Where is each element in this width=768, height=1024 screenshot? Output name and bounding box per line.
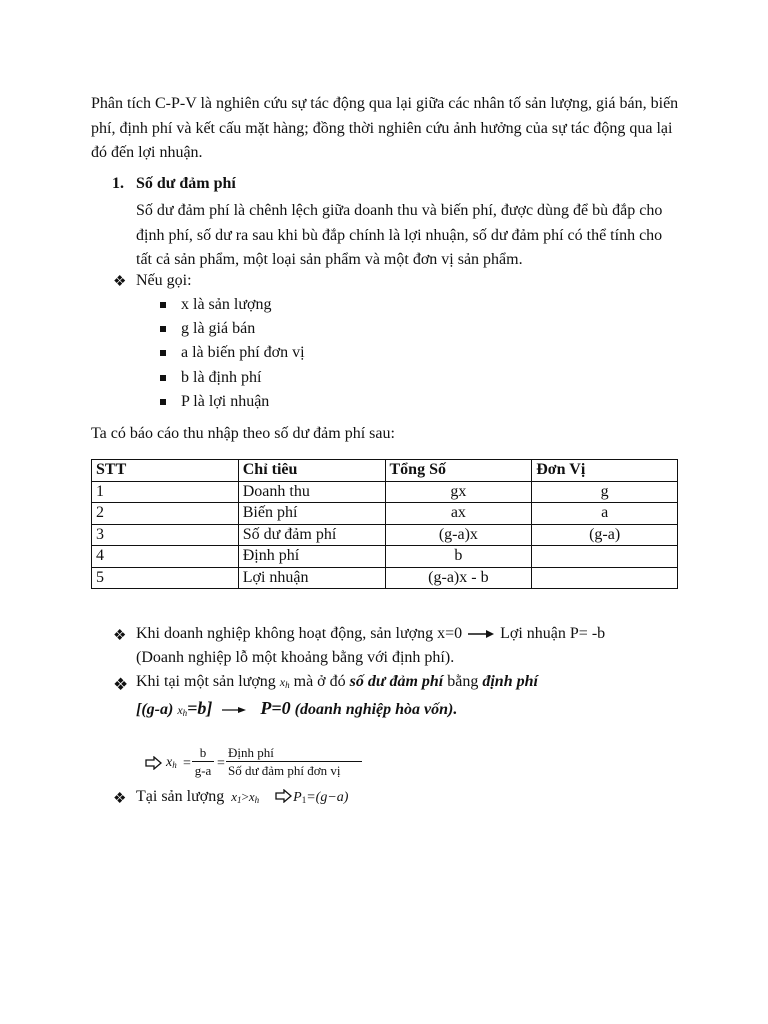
intro-paragraph: Phân tích C-P-V là nghiên cứu sự tác động qua lại giữa các nhân tố sản lượng, giá bán, biến phí, định phí và kết cấu mặt hàng; đồng thời nghiên cứu ảnh hưởng của sự tác động qua lại đó đến lợi nhuận. xyxy=(91,95,679,161)
cell-tong-so: (g-a)x - b xyxy=(385,567,532,589)
table-row xyxy=(92,546,678,568)
formula-eq: = xyxy=(183,756,191,771)
cell-don-vi: (g-a) xyxy=(532,524,678,546)
hollow-arrow-icon xyxy=(145,756,163,770)
list-item: P là lợi nhuận xyxy=(181,393,270,410)
case2-breakeven: (doanh nghiệp hòa vốn). xyxy=(294,701,458,718)
hollow-arrow-icon xyxy=(275,789,293,803)
math-var-x: $x_h$ xyxy=(279,675,290,690)
case3-condition: $x_1>x_h$ xyxy=(231,789,260,805)
square-bullet-icon xyxy=(160,350,166,356)
section-number: 1. xyxy=(112,175,124,192)
list-item: g là giá bán xyxy=(181,320,256,337)
case3-result: $P_1=(g-a)$ xyxy=(293,790,349,805)
income-statement-table xyxy=(91,459,678,589)
cell-don-vi: a xyxy=(532,503,678,525)
list-item: b là định phí xyxy=(181,369,262,386)
formula-eq: = xyxy=(217,756,225,771)
section-heading xyxy=(112,175,236,193)
cell-tong-so: b xyxy=(385,546,532,568)
cell-tong-so: gx xyxy=(385,481,532,503)
square-bullet-icon xyxy=(160,302,166,308)
cell-tong-so: ax xyxy=(385,503,532,525)
case3-line xyxy=(136,788,348,806)
case1-line1 xyxy=(136,625,605,643)
case2-bracket: [(g-a) xyxy=(136,701,174,718)
case2-line2 xyxy=(136,698,457,719)
cell-chi-tieu: Doanh thu xyxy=(238,481,385,503)
cell-stt: 4 xyxy=(92,546,239,568)
case2-bold-2: định phí xyxy=(482,673,538,690)
section-title: Số dư đảm phí xyxy=(136,175,236,192)
header-don-vi: Đơn Vị xyxy=(532,460,678,482)
formula-fraction-2: Định phí Số dư đảm phí đơn vị xyxy=(226,745,362,778)
case2-text-b: mà ở đó xyxy=(293,673,346,690)
cell-chi-tieu: Biến phí xyxy=(238,503,385,525)
diamond-bullet-icon: ❖ xyxy=(113,675,129,694)
arrow-right-icon xyxy=(468,629,494,639)
cell-stt: 2 xyxy=(92,503,239,525)
case2-text-a: Khi tại một sản lượng xyxy=(136,673,276,690)
case1-result: Lợi nhuận P= -b xyxy=(500,625,606,642)
cell-don-vi: g xyxy=(532,481,678,503)
cell-stt: 3 xyxy=(92,524,239,546)
case2-eq-b: =b] xyxy=(187,698,213,718)
header-tong-so: Tổng Số xyxy=(385,460,532,482)
diamond-bullet-icon: ❖ xyxy=(113,628,127,644)
table-row xyxy=(92,524,678,546)
arrow-right-icon xyxy=(222,705,246,715)
case2-line1 xyxy=(136,673,538,691)
case2-bold-1: số dư đảm phí xyxy=(349,673,444,690)
cell-don-vi xyxy=(532,546,678,568)
cell-stt: 5 xyxy=(92,567,239,589)
square-bullet-icon xyxy=(160,326,166,332)
case1-line2: (Doanh nghiệp lỗ một khoảng bằng với định phí). xyxy=(136,649,455,666)
table-header-row xyxy=(92,460,678,482)
case2-p-zero: P=0 xyxy=(260,698,291,718)
diamond-bullet-icon: ❖ xyxy=(113,791,127,807)
cell-chi-tieu: Định phí xyxy=(238,546,385,568)
case1-text: Khi doanh nghiệp không hoạt động, sản lượng x=0 xyxy=(136,625,463,642)
formula-lhs: $x_h$ xyxy=(166,755,177,770)
case2-text-c: bằng xyxy=(447,673,479,690)
square-bullet-icon xyxy=(160,399,166,405)
cell-don-vi xyxy=(532,567,678,589)
section-body: Số dư đảm phí là chênh lệch giữa doanh thu và biến phí, được dùng để bù đắp cho định phí, số dư ra sau khi bù đắp chính là lợi nhuận, số dư đảm phí có thể tính cho tất cả sản phẩm, một loại sản phẩm và một đơn vị sản phẩm. xyxy=(136,202,663,268)
header-stt: STT xyxy=(92,460,239,482)
formula-fraction-1: b g-a xyxy=(192,745,214,778)
list-item: a là biến phí đơn vị xyxy=(181,344,305,361)
cell-chi-tieu: Số dư đảm phí xyxy=(238,524,385,546)
cell-tong-so: (g-a)x xyxy=(385,524,532,546)
table-row xyxy=(92,503,678,525)
neu-goi-label: Nếu gọi: xyxy=(136,272,192,289)
table-row xyxy=(92,481,678,503)
list-item: x là sản lượng xyxy=(181,296,272,313)
header-chi-tieu: Chỉ tiêu xyxy=(238,460,385,482)
table-intro: Ta có báo cáo thu nhập theo số dư đảm phí sau: xyxy=(91,425,395,442)
diamond-bullet-icon: ❖ xyxy=(113,274,127,290)
cell-chi-tieu: Lợi nhuận xyxy=(238,567,385,589)
case3-label: Tại sản lượng xyxy=(136,788,225,805)
table-row xyxy=(92,567,678,589)
square-bullet-icon xyxy=(160,375,166,381)
math-var-x: $x_h$ xyxy=(177,703,188,718)
cell-stt: 1 xyxy=(92,481,239,503)
